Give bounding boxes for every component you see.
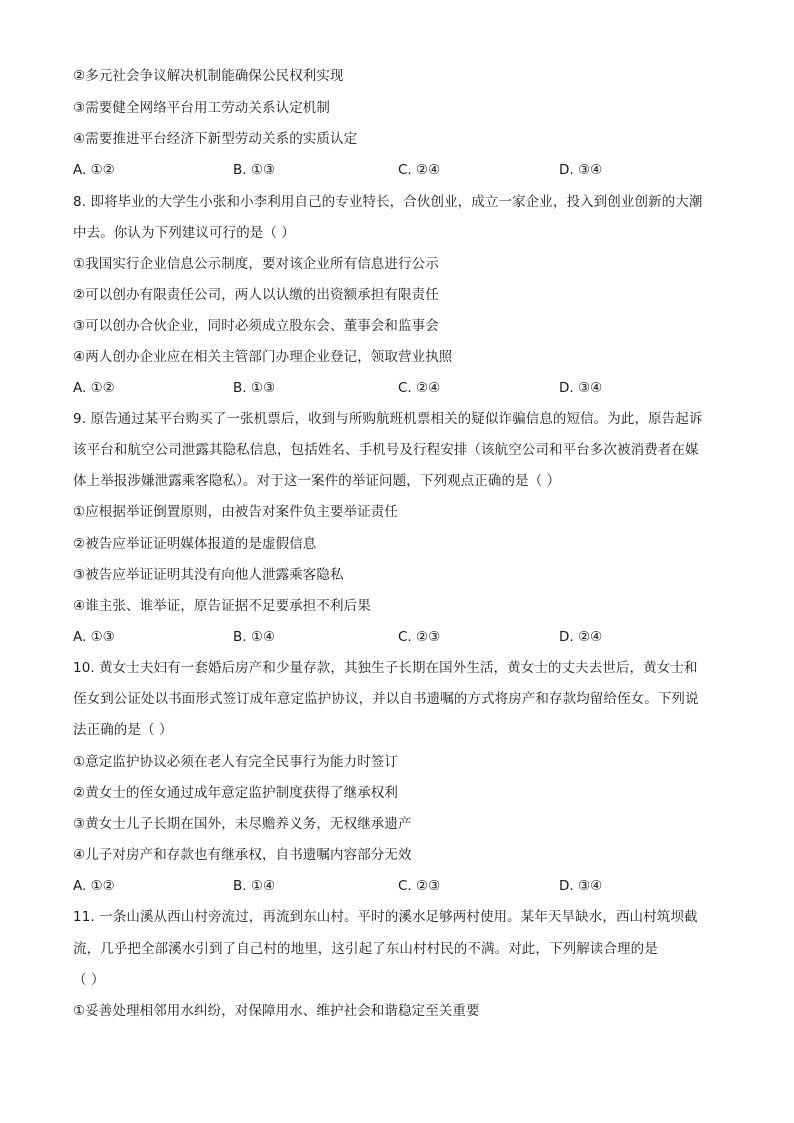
q9-answer-options	[73, 627, 733, 647]
q9-statement-1: ①应根据举证倒置原则，由被告对案件负主要举证责任	[73, 504, 399, 520]
q10-option-c: C. ②③	[398, 878, 441, 894]
q9-statement-2: ②被告应举证证明媒体报道的是虚假信息	[73, 536, 317, 552]
q10-stem-line-3: 法正确的是（ ）	[73, 722, 173, 738]
q10-statement-4: ④儿子对房产和存款也有继承权，自书遗嘱内容部分无效	[73, 847, 412, 863]
q9-stem-line-2: 该平台和航空公司泄露其隐私信息，包括姓名、手机号及行程安排（该航空公司和平台多次被消费者在媒	[73, 442, 699, 458]
q8-option-a: A. ①②	[73, 380, 115, 396]
option-b: B. ①③	[233, 162, 276, 178]
q10-option-a: A. ①②	[73, 878, 115, 894]
q10-statement-2: ②黄女士的侄女通过成年意定监护制度获得了继承权利	[73, 785, 399, 801]
statement-2: ②多元社会争议解决机制能确保公民权利实现	[73, 68, 344, 84]
q9-statement-4: ④谁主张、谁举证，原告证据不足要承担不利后果	[73, 598, 371, 614]
q9-stem-line-3: 体上举报涉嫌泄露乘客隐私）。对于这一案件的举证问题，下列观点正确的是（ ）	[73, 473, 561, 489]
q11-stem-line-1: 11. 一条山溪从西山村旁流过，再流到东山村。平时的溪水足够两村使用。某年天旱缺水，西山村筑坝截	[73, 909, 698, 925]
q10-answer-options	[73, 876, 733, 896]
statement-3: ③需要健全网络平台用工劳动关系认定机制	[73, 100, 331, 116]
q10-stem-line-2: 侄女到公证处以书面形式签订成年意定监护协议，并以自书遗嘱的方式将房产和存款均留给侄女。下列说	[73, 691, 699, 707]
q9-statement-3: ③被告应举证证明其没有向他人泄露乘客隐私	[73, 567, 344, 583]
answer-options	[73, 160, 733, 180]
q8-statement-4: ④两人创办企业应在相关主管部门办理企业登记，领取营业执照	[73, 349, 453, 365]
q9-option-a: A. ①③	[73, 629, 115, 645]
q8-option-b: B. ①③	[233, 380, 276, 396]
q10-option-d: D. ③④	[559, 878, 603, 894]
q9-option-b: B. ①④	[233, 629, 276, 645]
statement-4: ④需要推进平台经济下新型劳动关系的实质认定	[73, 131, 358, 147]
q8-answer-options	[73, 378, 733, 398]
q8-option-c: C. ②④	[398, 380, 441, 396]
q11-statement-1: ①妥善处理相邻用水纠纷，对保障用水、维护社会和谐稳定至关重要	[73, 1003, 480, 1019]
q8-option-d: D. ③④	[559, 380, 603, 396]
q9-stem-line-1: 9. 原告通过某平台购买了一张机票后，收到与所购航班机票相关的疑似诈骗信息的短信。为此，原告起诉	[73, 411, 703, 427]
q10-statement-3: ③黄女士儿子长期在国外，未尽赡养义务，无权继承遗产	[73, 816, 412, 832]
q11-stem-line-2: 流，几乎把全部溪水引到了自己村的地里，这引起了东山村村民的不满。对此，下列解读合理的是	[73, 941, 658, 957]
option-d: D. ③④	[559, 162, 603, 178]
q9-option-d: D. ②④	[559, 629, 603, 645]
q10-option-b: B. ①④	[233, 878, 276, 894]
q8-statement-3: ③可以创办合伙企业，同时必须成立股东会、董事会和监事会	[73, 318, 439, 334]
q10-stem-line-1: 10. 黄女士夫妇有一套婚后房产和少量存款，其独生子长期在国外生活，黄女士的丈夫去世后，黄女士和	[73, 660, 698, 676]
q8-statement-1: ①我国实行企业信息公示制度，要对该企业所有信息进行公示	[73, 256, 439, 272]
q8-statement-2: ②可以创办有限责任公司，两人以认缴的出资额承担有限责任	[73, 287, 439, 303]
q9-option-c: C. ②③	[398, 629, 441, 645]
q8-stem-line-2: 中去。你认为下列建议可行的是（ ）	[73, 225, 295, 241]
q8-stem-line-1: 8. 即将毕业的大学生小张和小李利用自己的专业特长，合伙创业，成立一家企业，投入到创业创新的大潮	[73, 194, 703, 210]
q10-statement-1: ①意定监护协议必须在老人有完全民事行为能力时签订	[73, 754, 399, 770]
q11-stem-line-3: （ ）	[73, 972, 105, 988]
option-a: A. ①②	[73, 162, 115, 178]
option-c: C. ②④	[398, 162, 441, 178]
